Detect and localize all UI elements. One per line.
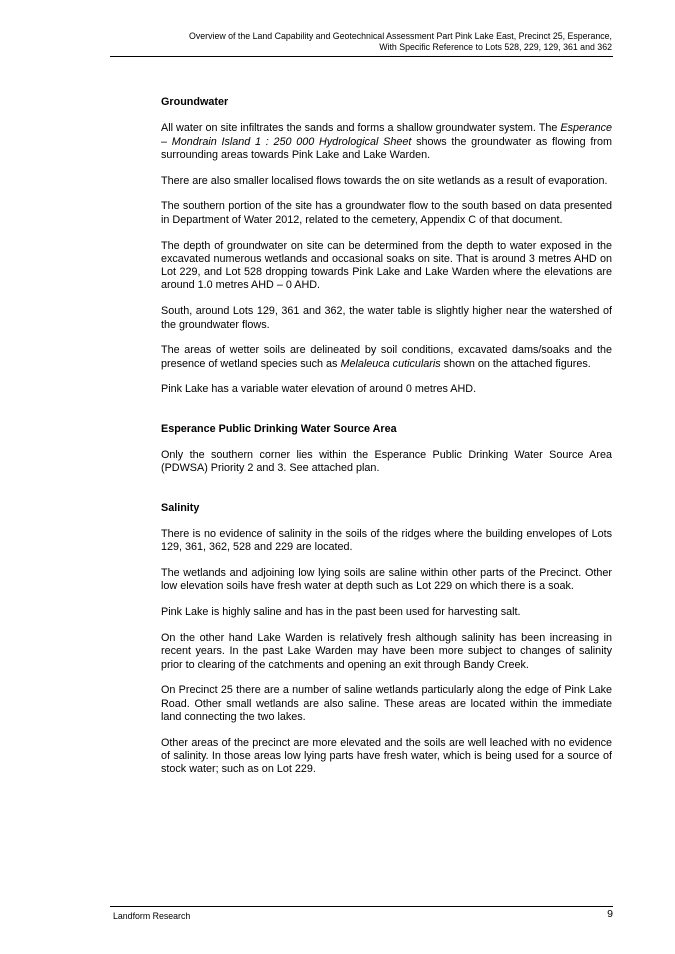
text: shows the groundwater as flowing from surrounding areas towards Pink Lake and Lake Warden. bbox=[161, 135, 612, 161]
paragraph: Pink Lake has a variable water elevation of around 0 metres AHD. bbox=[161, 383, 477, 396]
document-body bbox=[161, 96, 612, 789]
paragraph: The wetlands and adjoining low lying soils are saline within other parts of the Precinct. Other low elevation soils have fresh water at depth such as Lot 229 on which there is a soak. bbox=[161, 567, 612, 593]
paragraph bbox=[161, 122, 612, 162]
text: The areas of wetter soils are delineated by soil conditions, excavated dams/soaks and the presence of wetland species such as bbox=[161, 344, 612, 370]
page-number: 9 bbox=[607, 908, 613, 920]
paragraph: There is no evidence of salinity in the soils of the ridges where the building envelopes of Lots 129, 361, 362, 528 and 229 are located. bbox=[161, 527, 612, 554]
paragraph: On Precinct 25 there are a number of saline wetlands particularly along the edge of Pink Lake Road. Other small wetlands are also saline. These areas are located within the immediate land connecting the two lakes. bbox=[161, 684, 612, 723]
paragraph: South, around Lots 129, 361 and 362, the water table is slightly higher near the watershed of the groundwater flows. bbox=[161, 305, 612, 331]
footer-organization: Landform Research bbox=[113, 911, 191, 921]
paragraph: Pink Lake is highly saline and has in the past been used for harvesting salt. bbox=[161, 606, 521, 619]
header-rule bbox=[110, 56, 613, 57]
paragraph: The depth of groundwater on site can be determined from the depth to water exposed in the excavated numerous wetlands and occasional soaks on site. That is around 3 metres AHD on Lot 229, and Lot 528 dropping towards Pink Lake and Lake Warden where the elevations are around 1.0 metres AHD – 0 AHD. bbox=[161, 239, 612, 292]
section-groundwater bbox=[161, 96, 612, 397]
footer-rule bbox=[110, 906, 613, 907]
text: All water on site infiltrates the sands and forms a shallow groundwater system. The bbox=[161, 122, 561, 135]
paragraph: The southern portion of the site has a groundwater flow to the south based on data presented in Department of Water 2012, related to the cemetery, Appendix C of that document. bbox=[161, 200, 612, 226]
section-salinity bbox=[161, 502, 612, 777]
section-heading-pdwsa: Esperance Public Drinking Water Source Area bbox=[161, 422, 397, 435]
paragraph bbox=[161, 344, 612, 371]
paragraph: Only the southern corner lies within the Esperance Public Drinking Water Source Area (PDWSA) Priority 2 and 3. See attached plan. bbox=[161, 449, 612, 475]
section-heading-salinity: Salinity bbox=[161, 501, 200, 514]
page-header bbox=[110, 31, 612, 53]
header-line-2: With Specific Reference to Lots 528, 229, 129, 361 and 362 bbox=[379, 42, 612, 52]
text: shown on the attached figures. bbox=[440, 357, 591, 370]
paragraph: Other areas of the precinct are more elevated and the soils are well leached with no evidence of salinity. In those areas low lying parts have fresh water, which is being used for a source of stock water; such as on Lot 229. bbox=[161, 736, 612, 776]
section-pdwsa bbox=[161, 423, 612, 476]
header-line-1: Overview of the Land Capability and Geotechnical Assessment Part Pink Lake East, Precinct 25, Esperance, bbox=[189, 31, 612, 41]
italic-text: Melaleuca cuticularis bbox=[340, 357, 441, 370]
italic-text: Esperance – Mondrain Island 1 : 250 000 Hydrological Sheet bbox=[161, 122, 612, 148]
paragraph: There are also smaller localised flows towards the on site wetlands as a result of evaporation. bbox=[161, 174, 608, 187]
paragraph: On the other hand Lake Warden is relatively fresh although salinity has been increasing in recent years. In the past Lake Warden may have been more subject to changes of salinity prior to clearing of the catchments and opening an exit through Bandy Creek. bbox=[161, 631, 612, 671]
section-heading-groundwater: Groundwater bbox=[161, 96, 229, 108]
